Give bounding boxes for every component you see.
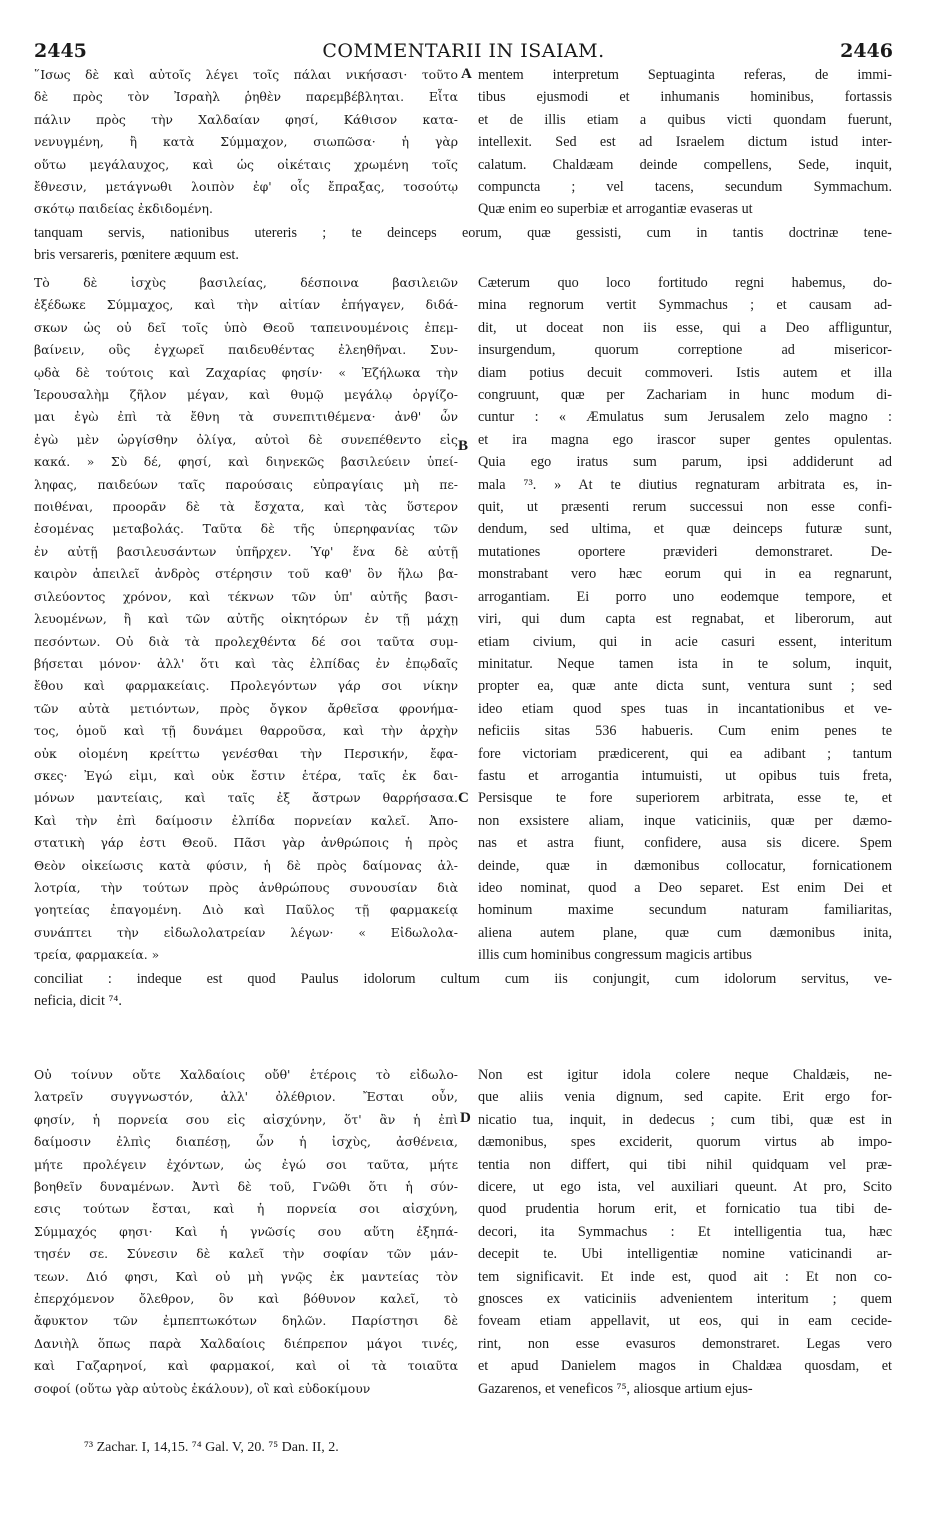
column-number-left: 2445	[34, 40, 87, 62]
text-line: ῳδὰ δὲ τούτοις καὶ Ζαχαρίας φησίν· « Ἐζήλωκα τὴν	[34, 364, 458, 380]
text-line: ἄφυκτον τῶν ἐμπεπτωκότων δηλῶν. Παρίστησι δὲ	[34, 1313, 458, 1329]
text-line: ideo nominat, quod a Deo separet. Est enim Dei et	[478, 879, 892, 896]
text-line: decori, ita Symmachus : Et intelligentia tua, hæc	[478, 1223, 892, 1240]
text-line: σκότῳ παιδείας ἐκδιδομένη.	[34, 201, 213, 217]
text-line: ἔθου καὶ φαρμακείαις. Προλεγόντων γάρ σοι νίκην	[34, 678, 458, 694]
text-line: τος, ὁμοῦ καὶ τῇ δυνάμει θαρροῦσα, καὶ τὴν ἀρχὴν	[34, 723, 458, 739]
text-line: intellexit. Sed est ad Israelem dictum istud inter-	[478, 134, 892, 151]
text-line: βαίνειν, οὓς ἐγχωρεῖ παιδευθέντας ἐλεηθῆναι. Συν-	[34, 342, 458, 358]
text-line: λευομένων, ἢ καὶ τῶν αὐτῆς οἰκητόρων ἐν τῇ μάχῃ	[34, 611, 458, 627]
text-line: πάλιν πρὸς τὴν Χαλδαίαν φησί, Κάθισον κατα-	[34, 111, 458, 127]
text-line: Persisque te fore superiorem arbitrata, esse te, et	[478, 790, 892, 807]
text-line: fore victoriam prædicerent, qui ea adibant ; tantum	[478, 745, 892, 762]
text-line: viri, qui dum capta est regnabat, et liberorum, aut	[478, 611, 892, 628]
greek-block-1	[34, 64, 458, 221]
margin-marker-a: A	[461, 66, 472, 82]
text-line: ποιθέναι, προορᾶν δὲ τὰ ἔσχατα, καὶ τὰς ὕστερον	[34, 499, 458, 515]
greek-block-2	[34, 272, 458, 967]
greek-block-3	[34, 1064, 458, 1400]
text-line: Καὶ τὴν ἐπὶ δαίμοσιν ἐλπίδα πορνείαν καλεῖ. Ἀπο-	[34, 812, 458, 828]
text-line: et apud Danielem magos in Chaldæa quosdam, et	[478, 1358, 892, 1375]
text-line: νενυγμένη, ἢ κατὰ Σύμμαχον, σιωπῶσα· ἡ γὰρ	[34, 134, 458, 150]
spanning-line-2	[34, 968, 892, 1013]
text-line: Ἱερουσαλὴμ ζῆλον μέγαν, καὶ θυμῷ μεγάλῳ ὀργίζο-	[34, 387, 458, 403]
text-line: Οὐ τοίνυν οὔτε Χαλδαίοις οὔθ' ἑτέροις τὸ εἰδωλο-	[34, 1067, 458, 1082]
text-line: aliena autem plane, quæ cum dæmonibus inita,	[478, 924, 892, 941]
text-line: tem significavit. Et inde est, quod ait : Et non co-	[478, 1268, 892, 1285]
text-line: Τὸ δὲ ἰσχὺς βασιλείας, δέσποινα βασιλειῶν	[34, 275, 458, 290]
text-line: Gazarenos, et veneficos ⁷⁵, aliosque artium ejus-	[478, 1380, 753, 1397]
margin-marker-b: B	[458, 438, 469, 454]
text-line: σιλεύοντος χρόνον, καὶ τέκνων τῶν ὑπ' αὐτῆς βασι-	[34, 588, 458, 604]
text-line: congruunt, quæ per Zachariam in hunc modum di-	[478, 387, 892, 404]
text-line: mentem interpretum Septuaginta referas, de immi-	[478, 67, 892, 83]
text-line: rint, non esse evasuros demonstraret. Legas vero	[478, 1335, 892, 1352]
text-line: ἐσομένας μεταβολάς. Ταῦτα δὲ τῆς ὑπερηφανίας τῶν	[34, 521, 458, 537]
text-line: Σύμμαχός φησι· Καὶ ἡ γνῶσίς σου αὕτη ἐξηπά-	[34, 1223, 458, 1239]
text-line: propter ea, quæ ante dicta sunt, ventura sunt ; sed	[478, 678, 892, 695]
text-line: cuntur : « Æmulatus sum Jerusalem zelo magno :	[478, 409, 892, 426]
text-line: μόνων μαντείαις, καὶ ταῖς ἐξ ἄστρων θαρρήσασα.	[34, 790, 458, 806]
text-line: δὲ πρὸς τὸν Ἰσραὴλ ῥηθὲν παρεμβέβληται. Εἶτα	[34, 89, 458, 105]
text-line: bris versareris, pœnitere æquum est.	[34, 247, 239, 264]
footnotes: ⁷³ Zachar. I, 14,15. ⁷⁴ Gal. V, 20. ⁷⁵ Dan. II, 2.	[84, 1440, 339, 1455]
text-line: ἐπερχόμενον ὄλεθρον, ὃν καὶ βόθυνον καλεῖ, τὸ	[34, 1291, 458, 1307]
text-line: gnosces ex vaticiniis advenientem interitum ; quem	[478, 1291, 892, 1308]
text-line: Quæ enim eo superbiæ et arrogantiæ evaseras ut	[478, 201, 753, 218]
text-line: βοηθεῖν δυναμένων. Ἀντὶ δὲ τοῦ, Γνῶθι ὅτι ἡ σύν-	[34, 1179, 458, 1195]
text-line: Δανιὴλ ὅπως παρὰ Χαλδαίοις διέπρεπον μάγοι τινές,	[34, 1335, 458, 1351]
text-line: μήτε προλέγειν ἐχόντων, ὡς ἐγώ σοι ταῦτα, μήτε	[34, 1156, 458, 1172]
text-line: que aliis venia dignum, sed capite. Erit ergo for-	[478, 1089, 892, 1106]
text-line: tibus ejusmodi et inhumanis hominibus, fortassis	[478, 89, 892, 106]
text-line: decepit te. Ubi intelligentiæ nomine vaticinandi ar-	[478, 1246, 892, 1263]
text-line: ἐν αὐτῇ βασιλευσάντων ὑπῆρχεν. Ὑφ' ἕνα δὲ αὐτῇ	[34, 543, 458, 559]
text-line: οὐκ οἰομένη κρείττω γενέσθαι τὴν Περσικήν, ἔφα-	[34, 745, 458, 761]
column-number-right: 2446	[840, 40, 893, 62]
text-line: ἐξέδωκε Σύμμαχος, καὶ τὴν αἰτίαν ἐπήγαγεν, διδά-	[34, 297, 458, 313]
text-line: βήσεται μόνον· ἀλλ' ὅτι καὶ τὰς ἐλπίδας ἐν ἐπῳδαῖς	[34, 655, 458, 671]
text-line: καιρὸν ἀπειλεῖ ἀνδρὸς στέρησιν τοῦ καθ' ὃν ἥλω βα-	[34, 566, 458, 582]
running-title: COMMENTARII IN ISAIAM.	[322, 40, 605, 62]
text-line: et de illis etiam a quibus victi quondam fuerunt,	[478, 111, 892, 128]
text-line: mutationes oportere prævideri demonstraret. De-	[478, 543, 892, 560]
text-line: Non est igitur idola colere neque Chaldæis, ne-	[478, 1067, 892, 1083]
text-line: τεων. Διό φησι, Καὶ οὐ μὴ γνῷς ἐκ μαντείας τὸν	[34, 1268, 458, 1284]
text-line: nas et astra fiunt, confidere, ausa sis dicere. Spem	[478, 835, 892, 852]
text-line: tentia non differt, qui tibi nihil quidquam vel præ-	[478, 1156, 892, 1173]
text-line: τησέν σε. Σύνεσιν δὲ καλεῖ τὴν σοφίαν τῶν μάν-	[34, 1246, 458, 1262]
text-line: τρεία, φαρμακεία. »	[34, 947, 160, 963]
margin-marker-c: C	[458, 790, 469, 806]
text-line: ῞Ισως δὲ καὶ αὐτοῖς λέγει τοῖς πάλαι νικήσασι· τοῦτο	[34, 67, 458, 82]
text-line: calatum. Chaldæam deinde compellens, Sede, inquit,	[478, 156, 892, 173]
text-line: insurgendum, quorum correptione ad misericor-	[478, 342, 892, 359]
text-line: quit, ut præsenti rerum successui non esse confi-	[478, 499, 892, 516]
text-line: monstrabant vero hæc eorum qui in ea regnarunt,	[478, 566, 892, 583]
text-line: τῶν αὐτὰ μετιόντων, πρὸς ὄγκον ἄρθεῖσα φρονήμα-	[34, 700, 458, 716]
text-line: etiam civium, qui in acie casuri essent, interitum	[478, 633, 892, 650]
text-line: minitatur. Neque tamen ista in te solum, inquit,	[478, 655, 892, 672]
text-line: dæmonibus, spes exciderit, quorum virtus ab impo-	[478, 1134, 892, 1151]
latin-block-1	[478, 64, 892, 221]
latin-block-3	[478, 1064, 892, 1400]
text-line: ἔθνεσιν, μετάγνωθι λοιπὸν ἐφ' οἷς ἔπραξας, τοσούτῳ	[34, 179, 458, 195]
text-line: quod prudentia horum erit, et fornicatio tua tibi de-	[478, 1201, 892, 1218]
text-line: δαίμοσιν ἐλπὶς διαπέσῃ, ὧν ἡ ἰσχὺς, ἀσθένεια,	[34, 1134, 458, 1150]
text-line: diam potius decuit commoveri. Istis autem et illa	[478, 364, 892, 381]
text-line: πεσόντων. Οὐ διὰ τὰ προλεχθέντα δέ σοι ταῦτα συμ-	[34, 633, 458, 649]
text-line: λατρεῖν συγγνωστόν, ἀλλ' ὀλέθριον. Ἔσται οὖν,	[34, 1089, 458, 1105]
text-line: nicatio tua, inquit, in dedecus ; cum tibi, quæ est in	[478, 1111, 892, 1128]
text-line: οὕτω μεγάλαυχος, καὶ ὡς οἰκέταις χρωμένη τοῖς	[34, 156, 458, 172]
text-line: mina regnorum vertit Symmachus ; et causam ad-	[478, 297, 892, 314]
text-line: Quia ego iratus sum parum, ipsi addiderunt ad	[478, 454, 892, 471]
text-line: dit, ut doceat non iis esse, qui a Deo affliguntur,	[478, 319, 892, 336]
text-line: mala ⁷³. » At te diutius regnaturam arbitrata es, in-	[478, 476, 892, 493]
text-line: καὶ Γαζαρηνοί, καὶ φαρμακοί, καὶ οἱ τὰ τοιαῦτα	[34, 1358, 458, 1374]
latin-block-2	[478, 272, 892, 967]
text-line: tanquam servis, nationibus utereris ; te deinceps eorum, quæ gessisti, cum in tantis doctrinæ tene-	[34, 225, 892, 241]
text-line: illis cum hominibus congressum magicis artibus	[478, 947, 752, 964]
text-line: κακά. » Σὺ δέ, φησί, καὶ διηνεκῶς βασιλεύειν ὑπεί-	[34, 454, 458, 470]
text-line: compuncta ; vel tacens, secundum Symmachum.	[478, 179, 892, 196]
text-line: deinde, quæ in dæmonibus collocatur, fornicationem	[478, 857, 892, 874]
text-line: μαι ἐγὼ ἐπὶ τὰ ἔθνη τὰ συνεπιτιθέμενα· ἀνθ' ὧν	[34, 409, 458, 425]
text-line: ideo etiam quod spes tuas in incantationibus et ve-	[478, 700, 892, 717]
text-line: εσις τούτων ἔσται, καὶ ἡ πορνεία σοι αἰσχύνη,	[34, 1201, 458, 1217]
text-line: neficia, dicit ⁷⁴.	[34, 993, 122, 1010]
text-line: στατικὴ γάρ ἐστι Θεοῦ. Πᾶσι γὰρ ἀνθρώποις ἡ πρὸς	[34, 835, 458, 851]
text-line: Cæterum quo loco fortitudo regni habemus, do-	[478, 275, 892, 291]
text-line: non exsistere aliam, inque vaticiniis, quæ per dæmo-	[478, 812, 892, 829]
text-line: φησίν, ἡ πορνεία σου εἰς αἰσχύνην, ὅτ' ἂν ἡ ἐπὶ	[34, 1111, 458, 1127]
text-line: ἐγὼ μὲν ὠργίσθην ὀλίγα, αὐτοὶ δὲ συνεπέθεντο εἰς	[34, 431, 458, 447]
margin-marker-d: D	[460, 1110, 471, 1126]
text-line: neficiis sitas 536 habueris. Cum enim penes te	[478, 723, 892, 740]
text-line: foveam etiam appellavit, ut eos, qui in eam cecide-	[478, 1313, 892, 1330]
text-line: et ira magna ego irascor super gentes opulentas.	[478, 431, 892, 448]
text-line: fastu et arrogantia intumuisti, ut opibus tuis freta,	[478, 767, 892, 784]
text-line: Θεὸν οἰκείωσις κατὰ φύσιν, ἡ δὲ πρὸς δαίμονας ἀλ-	[34, 857, 458, 873]
text-line: arrogantiam. Ei porro uno eodemque tempore, et	[478, 588, 892, 605]
spanning-line-1	[34, 222, 892, 267]
text-line: dendum, sed ultima, et quæ deinceps futuræ sunt,	[478, 521, 892, 538]
text-line: σκων ὡς οὐ δεῖ τοῖς ὑπὸ Θεοῦ ταπεινουμένοις ἐπεμ-	[34, 319, 458, 335]
text-line: γοητείας ἐπαγομένη. Διὸ καὶ Παῦλος τῇ φαρμακείᾳ	[34, 902, 458, 918]
text-line: συνάπτει τὴν εἰδωλολατρείαν λέγων· « Εἰδωλολα-	[34, 924, 458, 940]
text-line: λοτρία, τὴν τούτων πρὸς ἀνθρώπους συνουσίαν διὰ	[34, 879, 458, 895]
text-line: ληφας, παιδεύων ταῖς παρούσαις εὐπραγίαις μὴ πε-	[34, 476, 458, 492]
text-line: σοφοί (οὕτω γὰρ αὐτοὺς ἐκάλουν), οἳ καὶ εὐδοκίμουν	[34, 1380, 371, 1396]
text-line: conciliat : indeque est quod Paulus idolorum cultum cum iis conjungit, cum idolorum servitus, ve-	[34, 971, 892, 987]
text-line: hominum maxime secundum naturam familiaritas,	[478, 902, 892, 919]
text-line: σκες· Ἐγώ εἰμι, καὶ οὐκ ἔστιν ἑτέρα, ταῖς ἐκ δαι-	[34, 767, 458, 783]
text-line: dicere, ut ego ista, vel auxiliari queunt. At pro, Scito	[478, 1179, 892, 1196]
